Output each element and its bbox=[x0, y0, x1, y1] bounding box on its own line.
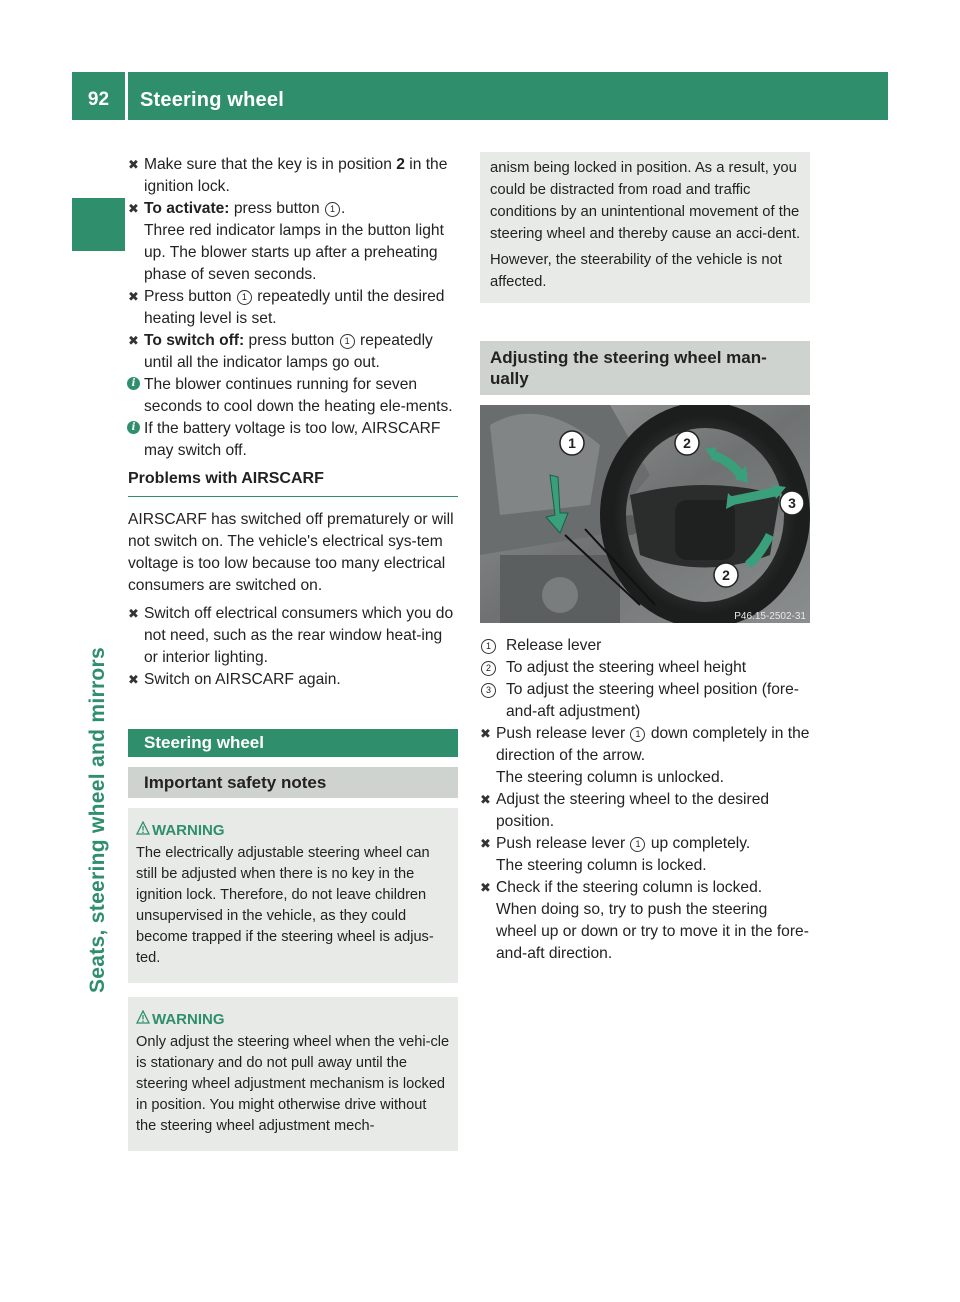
callout-icon: 1 bbox=[340, 334, 355, 349]
step-adjust-wheel: ✖ Adjust the steering wheel to the desired position. bbox=[480, 791, 770, 830]
legend-item-2: 2 To adjust the steering wheel height bbox=[480, 657, 810, 679]
step-arrow-icon: ✖ bbox=[128, 157, 139, 172]
warning-box bbox=[128, 997, 458, 1151]
step-activate: ✖ To activate: press button 1 . Three red indicator lamps in the button light up. The blower starts up after a preheating phase of seven seconds. bbox=[128, 200, 444, 283]
info-note: i The blower continues running for seven seconds to cool down the heating ele-ments. bbox=[128, 374, 458, 418]
step-result: The steering column is unlocked. bbox=[496, 769, 724, 786]
callout-icon: 1 bbox=[630, 727, 645, 742]
callout-icon: 1 bbox=[630, 837, 645, 852]
left-column bbox=[128, 154, 458, 1151]
step-arrow-icon: ✖ bbox=[128, 672, 139, 687]
warning-text: Only adjust the steering wheel when the vehi-cle is stationary and do not pull away until the steering wheel adjustment mechanism is locked in position. You might otherwise drive without the steering wheel adjustment mech- bbox=[136, 1034, 450, 1134]
adjust-heading: Adjusting the steering wheel man-ually bbox=[480, 341, 810, 395]
callout-icon: 1 bbox=[325, 202, 340, 217]
problems-text: AIRSCARF has switched off prematurely or will not switch on. The vehicle's electrical sys-tem voltage is too low because too many electrical consumers are switched on. bbox=[128, 511, 454, 594]
steering-wheel-illustration bbox=[480, 405, 810, 623]
step-push-lever-down: ✖ Push release lever 1 down completely in the direction of the arrow. The steering column is unlocked. bbox=[480, 725, 810, 786]
step-result: Three red indicator lamps in the button light up. The blower starts up after a preheating phase of seven seconds. bbox=[144, 222, 444, 283]
step-arrow-icon: ✖ bbox=[480, 836, 491, 851]
problems-heading: Problems with AIRSCARF bbox=[128, 468, 458, 497]
callout-2-bottom-label: 2 bbox=[722, 567, 730, 583]
callout-icon: 3 bbox=[481, 683, 496, 698]
chapter-label: Seats, steering wheel and mirrors bbox=[86, 646, 109, 994]
callout-icon: 2 bbox=[481, 661, 496, 676]
right-column bbox=[480, 152, 810, 965]
step-arrow-icon: ✖ bbox=[480, 792, 491, 807]
step-switch-on-airscarf: ✖ Switch on AIRSCARF again. bbox=[128, 669, 458, 691]
step-press-repeatedly: ✖ Press button 1 repeatedly until the desired heating level is set. bbox=[128, 288, 445, 327]
step-arrow-icon: ✖ bbox=[128, 201, 139, 216]
info-note: i If the battery voltage is too low, AIRSCARF may switch off. bbox=[128, 418, 458, 462]
side-tab-marker bbox=[72, 198, 125, 251]
warning-continuation: anism being locked in position. As a result, you could be distracted from road and traffic conditions by an unintentional movement of the steering wheel and thereby cause an acci-dent. However, the steerability of the vehicle is not affected. bbox=[480, 152, 810, 303]
warning-box bbox=[128, 808, 458, 983]
step-arrow-icon: ✖ bbox=[128, 606, 139, 621]
callout-2-top-label: 2 bbox=[683, 435, 691, 451]
step-check-locked: ✖ Check if the steering column is locked. When doing so, try to push the steering wheel up or down or try to move it in the fore-and-aft direction. bbox=[480, 879, 809, 962]
header-divider bbox=[125, 72, 128, 120]
callout-1-label: 1 bbox=[568, 435, 576, 451]
step-arrow-icon: ✖ bbox=[128, 333, 139, 348]
figure-code: P46.15-2502-31 bbox=[734, 611, 806, 622]
warning-icon bbox=[136, 1010, 150, 1024]
step-key-position: ✖ Make sure that the key is in position 2 in the ignition lock. bbox=[128, 156, 448, 195]
callout-icon: 1 bbox=[481, 639, 496, 654]
step-switch-off: ✖ To switch off: press button 1 repeatedly until all the indicator lamps go out. bbox=[128, 332, 433, 371]
section-heading: Steering wheel bbox=[128, 729, 458, 757]
page-number: 92 bbox=[87, 89, 110, 110]
step-arrow-icon: ✖ bbox=[480, 726, 491, 741]
warning-title: WARNING bbox=[136, 820, 450, 841]
step-switch-off-consumers: ✖ Switch off electrical consumers which you do not need, such as the rear window heat-ing or interior lighting. bbox=[128, 605, 454, 666]
legend-item-3: 3 To adjust the steering wheel position (fore-and-aft adjustment) bbox=[480, 679, 810, 723]
legend-item-1: 1 Release lever bbox=[480, 635, 810, 657]
warning-icon bbox=[136, 821, 150, 835]
steering-wheel-figure bbox=[480, 405, 810, 623]
step-result: The steering column is locked. bbox=[496, 857, 707, 874]
info-icon: i bbox=[127, 421, 140, 434]
warning-text: The electrically adjustable steering wheel can still be adjusted when there is no key in the ignition lock. Therefore, do not leave children unsupervised in the vehicle, as they could become trapped if the steering wheel is adjus-ted. bbox=[136, 845, 434, 966]
subsection-heading: Important safety notes bbox=[128, 767, 458, 798]
callout-icon: 1 bbox=[237, 290, 252, 305]
page-title: Steering wheel bbox=[140, 89, 284, 111]
step-arrow-icon: ✖ bbox=[128, 289, 139, 304]
step-push-lever-up: ✖ Push release lever 1 up completely. The steering column is locked. bbox=[480, 835, 751, 874]
step-arrow-icon: ✖ bbox=[480, 880, 491, 895]
step-result: When doing so, try to push the steering wheel up or down or try to move it in the fore-and-aft direction. bbox=[496, 901, 809, 962]
info-icon: i bbox=[127, 377, 140, 390]
warning-title: WARNING bbox=[136, 1009, 450, 1030]
callout-3-label: 3 bbox=[788, 495, 796, 511]
